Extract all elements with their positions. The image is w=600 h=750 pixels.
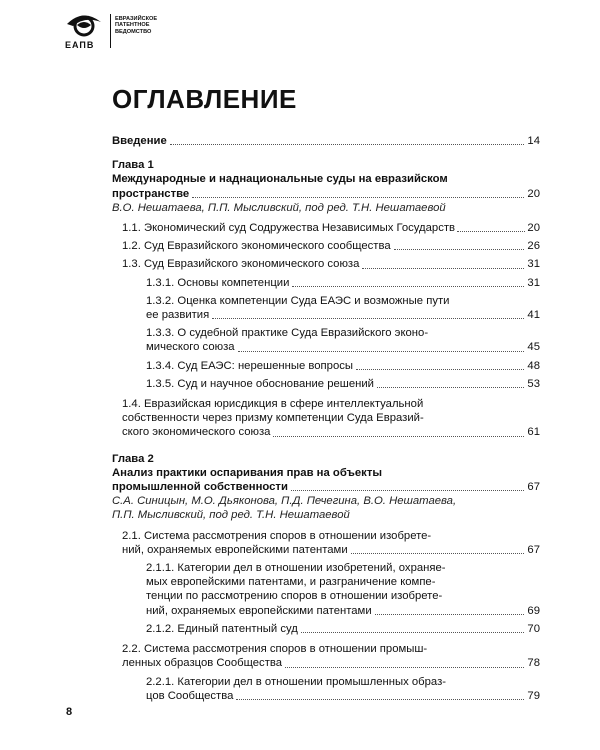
page-number: 8 xyxy=(66,706,73,718)
brand-name: ЕВРАЗИЙСКОЕ ПАТЕНТНОЕ ВЕДОМСТВО xyxy=(115,16,158,35)
toc-entry-chapter-1[interactable]: Международные и наднациональные суды на евразийском пространстве 20 xyxy=(112,173,540,200)
chapter-2-label: Глава 2 xyxy=(112,452,154,465)
toc-entry-intro[interactable]: Введение 14 xyxy=(112,135,540,147)
toc-entry-1-3-2[interactable]: 1.3.2. Оценка компетенции Суда ЕАЭС и возможные пути ее развития 41 xyxy=(146,294,540,322)
toc-entry-2-1-1[interactable]: 2.1.1. Категории дел в отношении изобретений, охраняе- мых европейскими патентами, и разграничение компе- тенции по рассмотрению споров в отношении изобрете- ний, охраняемых европейскими патентами 69 xyxy=(146,562,540,617)
toc-entry-1-3-4[interactable]: 1.3.4. Суд ЕАЭС: нерешенные вопросы 48 xyxy=(146,359,540,372)
toc-entry-1-1[interactable]: 1.1. Экономический суд Содружества Независимых Государств 20 xyxy=(122,222,540,235)
brand-abbreviation: ЕАПВ xyxy=(65,40,95,50)
toc-entry-2-1-2[interactable]: 2.1.2. Единый патентный суд 70 xyxy=(146,622,540,635)
chapter-1-authors: В.О. Нешатаева, П.П. Мысливский, под ред. Т.Н. Нешатаевой xyxy=(112,201,446,214)
page-title: ОГЛАВЛЕНИЕ xyxy=(112,84,297,114)
toc-entry-1-4[interactable]: 1.4. Евразийская юрисдикция в сфере интеллектуальной собственности через призму компетенции Суда Евразий- ского экономического союза 61 xyxy=(122,398,540,439)
toc-entry-1-3-1[interactable]: 1.3.1. Основы компетенции 31 xyxy=(146,276,540,289)
toc-entry-2-1[interactable]: 2.1. Система рассмотрения споров в отношении изобрете- ний, охраняемых европейскими патентами 67 xyxy=(122,529,540,556)
chapter-2-authors: С.А. Синицын, М.О. Дьяконова, П.Д. Печегина, В.О. Нешатаева, П.П. Мысливский, под ред. Т.Н. Нешатаевой xyxy=(112,495,457,522)
table-of-contents xyxy=(112,134,540,703)
toc-entry-1-3[interactable]: 1.3. Суд Евразийского экономического союза 31 xyxy=(122,258,540,271)
toc-entry-1-2[interactable]: 1.2. Суд Евразийского экономического сообщества 26 xyxy=(122,240,540,253)
toc-entry-2-2[interactable]: 2.2. Система рассмотрения споров в отношении промыш- ленных образцов Сообщества 78 xyxy=(122,643,540,670)
toc-entry-2-2-1[interactable]: 2.2.1. Категории дел в отношении промышленных образ- цов Сообщества 79 xyxy=(146,675,540,702)
toc-entry-chapter-2[interactable]: Анализ практики оспаривания прав на объекты промышленной собственности 67 xyxy=(112,466,540,494)
toc-entry-1-3-5[interactable]: 1.3.5. Суд и научное обоснование решений 53 xyxy=(146,377,540,390)
logo-divider xyxy=(110,14,111,48)
brand-logo xyxy=(63,10,183,56)
toc-entry-1-3-3[interactable]: 1.3.3. О судебной практике Суда Евразийского эконо- мического союза 45 xyxy=(146,327,540,354)
chapter-1-label: Глава 1 xyxy=(112,159,154,172)
